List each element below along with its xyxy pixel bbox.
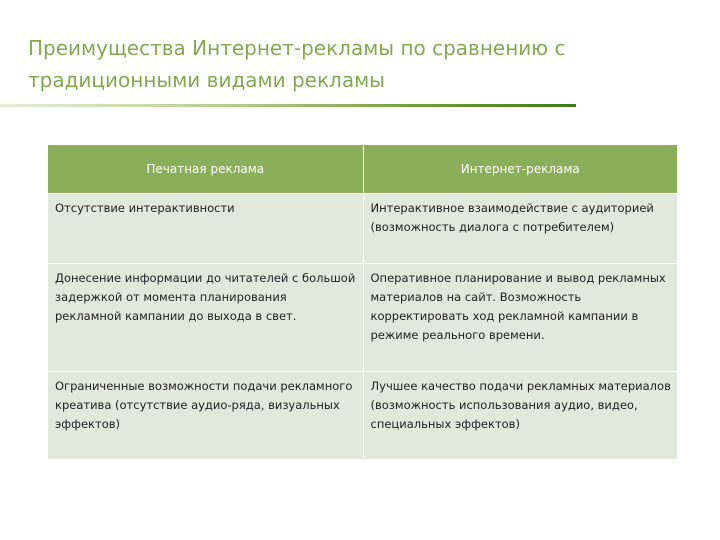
title-underline <box>0 104 576 107</box>
comparison-table <box>48 145 677 459</box>
table-row <box>48 372 677 460</box>
internet-ads-cell: Лучшее качество подачи рекламных материалов (возможность использования аудио, видео, специальных эффектов) <box>363 372 677 460</box>
print-ads-cell: Донесение информации до читателей с большой задержкой от момента планирования рекламной кампании до выхода в свет. <box>48 264 363 372</box>
table-header-row <box>48 145 677 194</box>
internet-ads-cell: Интерактивное взаимодействие с аудиторией (возможность диалога с потребителем) <box>363 194 677 264</box>
print-ads-cell: Отсутствие интерактивности <box>48 194 363 264</box>
internet-ads-cell: Оперативное планирование и вывод рекламных материалов на сайт. Возможность корректировать ход рекламной кампании в режиме реального времени. <box>363 264 677 372</box>
table-row <box>48 194 677 264</box>
header-print-ads: Печатная реклама <box>48 145 363 194</box>
slide-title: Преимущества Интернет-рекламы по сравнению с традиционными видами рекламы <box>28 36 566 92</box>
header-internet-ads: Интернет-реклама <box>363 145 677 194</box>
table-row <box>48 264 677 372</box>
print-ads-cell: Ограниченные возможности подачи рекламного креатива (отсутствие аудио-ряда, визуальных эффектов) <box>48 372 363 460</box>
